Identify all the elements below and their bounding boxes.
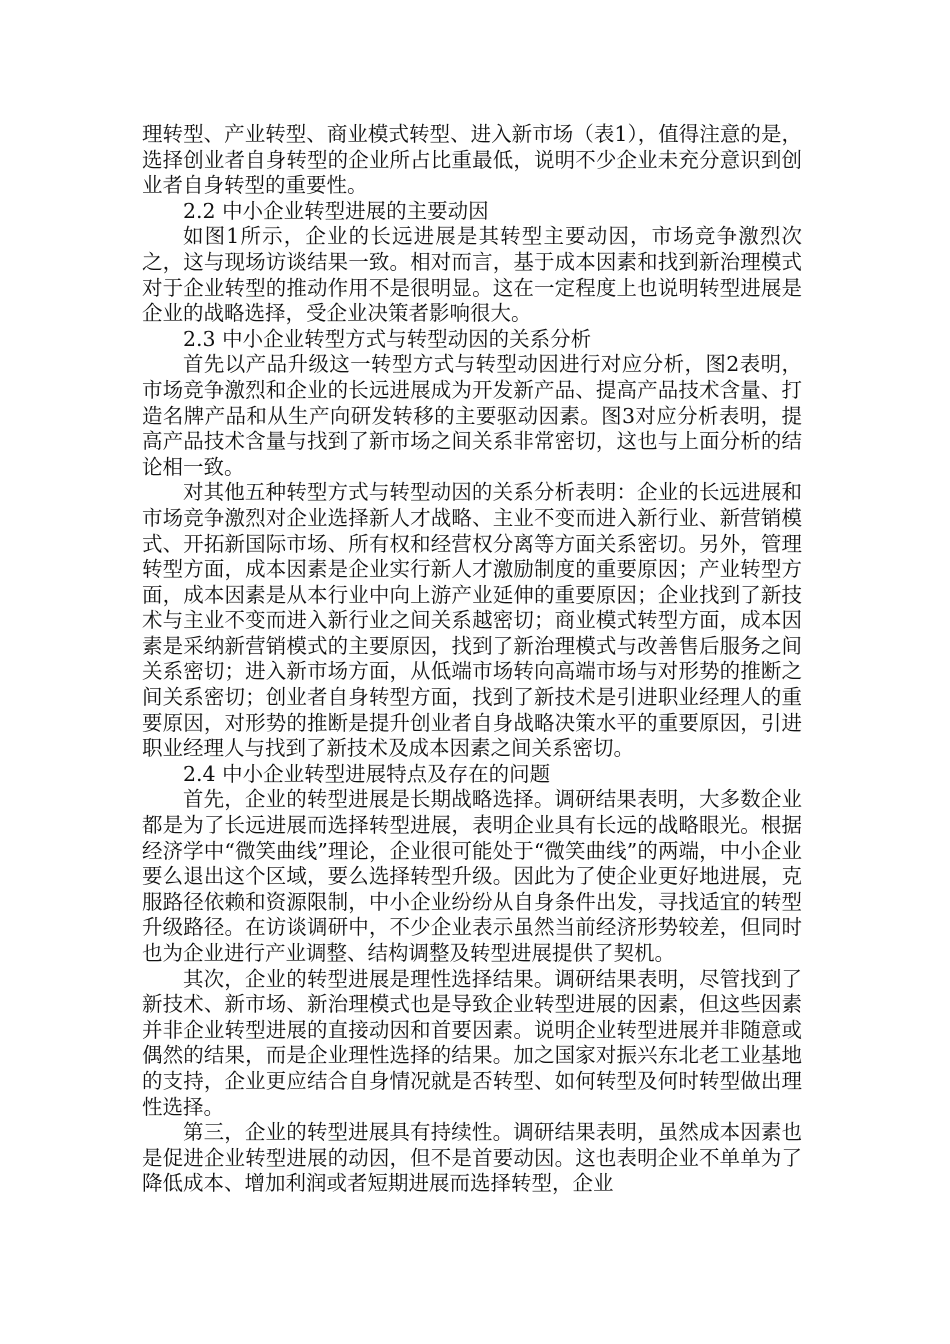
section-heading-2-4: 2.4 中小企业转型进展特点及存在的问题: [183, 761, 551, 786]
paragraph-2-3-2: 对其他五种转型方式与转型动因的关系分析表明：企业的长远进展和市场竞争激烈对企业选择新人才战略、主业不变而进入新行业、新营销模式、开拓新国际市场、所有权和经营权分离等方面关系密切。另外，管理转型方面，成本因素是企业实行新人才激励制度的重要原因；产业转型方面，成本因素是从本行业中向上游产业延伸的重要原因；企业找到了新技术与主业不变而进入新行业之间关系越密切；商业模式转型方面，成本因素是采纳新营销模式的主要原因，找到了新治理模式与改善售后服务之间关系密切；进入新市场方面，从低端市场转向高端市场与对形势的推断之间关系密切；创业者自身转型方面，找到了新技术是引进职业经理人的重要原因，对形势的推断是提升创业者自身战略决策水平的重要原因，引进职业经理人与找到了新技术及成本因素之间关系密切。: [142, 480, 802, 761]
paragraph-2-4-2: 其次，企业的转型进展是理性选择结果。调研结果表明，尽管找到了新技术、新市场、新治理模式也是导致企业转型进展的因素，但这些因素并非企业转型进展的直接动因和首要因素。说明企业转型进展并非随意或偶然的结果，而是企业理性选择的结果。加之国家对振兴东北老工业基地的支持，企业更应结合自身情况就是否转型、如何转型及何时转型做出理性选择。: [142, 966, 802, 1119]
section-heading-2-2: 2.2 中小企业转型进展的主要动因: [183, 198, 489, 223]
paragraph-2-3-1: 首先以产品升级这一转型方式与转型动因进行对应分析，图2表明，市场竞争激烈和企业的长远进展成为开发新产品、提高产品技术含量、打造名牌产品和从生产向研发转移的主要驱动因素。图3对应分析表明，提高产品技术含量与找到了新市场之间关系非常密切，这也与上面分析的结论相一致。: [142, 352, 802, 479]
paragraph-2-4-1: 首先，企业的转型进展是长期战略选择。调研结果表明，大多数企业都是为了长远进展而选择转型进展，表明企业具有长远的战略眼光。根据经济学中“微笑曲线”理论，企业很可能处于“微笑曲线”的两端，中小企业要么退出这个区域，要么选择转型升级。因此为了使企业更好地进展，克服路径依赖和资源限制，中小企业纷纷从自身条件出发，寻找适宜的转型升级路径。在访谈调研中，不少企业表示虽然当前经济形势较差，但同时也为企业进行产业调整、结构调整及转型进展提供了契机。: [142, 787, 802, 965]
section-heading-2-3: 2.3 中小企业转型方式与转型动因的关系分析: [183, 326, 592, 351]
lead-paragraph: 理转型、产业转型、商业模式转型、进入新市场（表1），值得注意的是，选择创业者自身转型的企业所占比重最低，说明不少企业未充分意识到创业者自身转型的重要性。: [142, 122, 802, 198]
paragraph-2-4-3: 第三，企业的转型进展具有持续性。调研结果表明，虽然成本因素也是促进企业转型进展的动因，但不是首要动因。这也表明企业不单单为了降低成本、增加利润或者短期进展而选择转型，企业: [142, 1120, 802, 1196]
paragraph-2-2-1: 如图1所示，企业的长远进展是其转型主要动因，市场竞争激烈次之，这与现场访谈结果一致。相对而言，基于成本因素和找到新治理模式对于企业转型的推动作用不是很明显。这在一定程度上也说明转型进展是企业的战略选择，受企业决策者影响很大。: [142, 224, 802, 326]
document-page: [142, 122, 802, 1197]
